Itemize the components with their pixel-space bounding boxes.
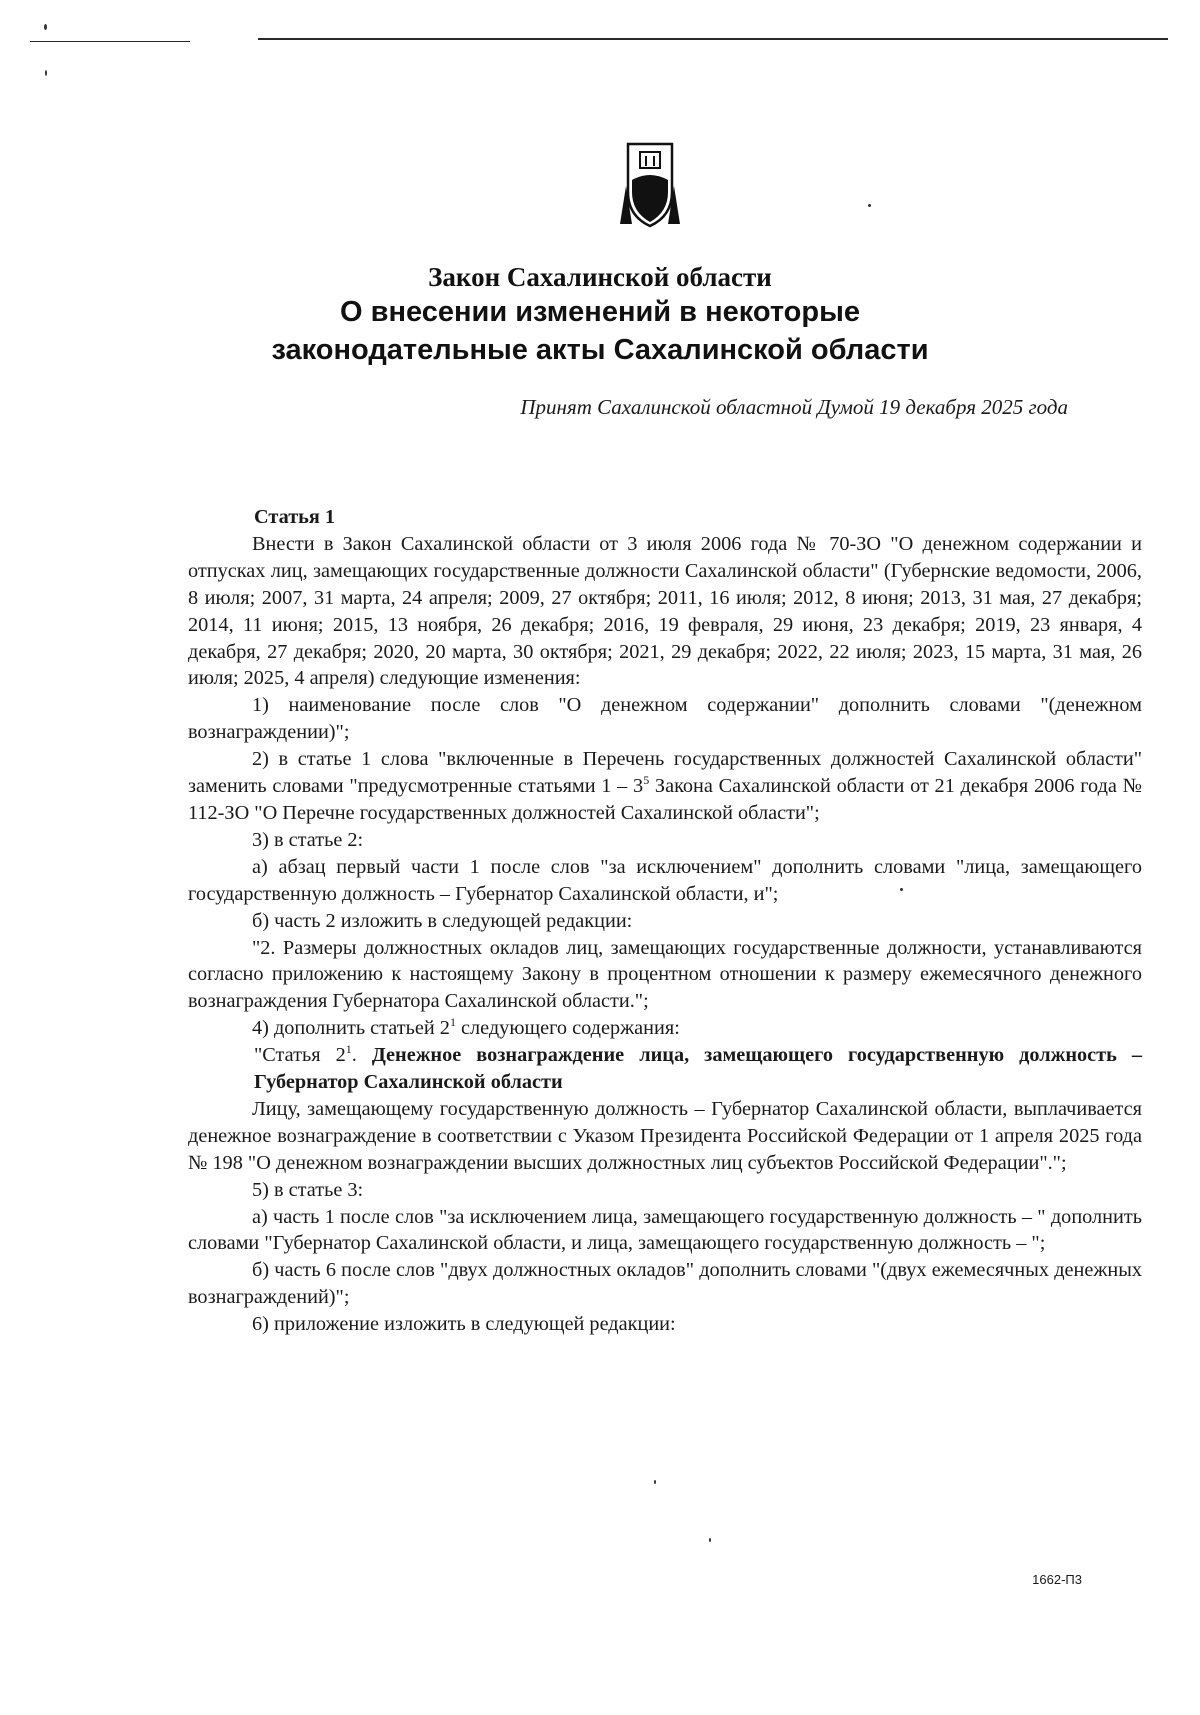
document-code: 1662-П3 [1032, 1572, 1082, 1587]
law-subtitle-line-1: О внесении изменений в некоторые [340, 296, 860, 328]
article-heading: Статья 1 [254, 506, 336, 528]
amendment-item: 5) в статье 3: [252, 1178, 364, 1201]
item-text: . [351, 1044, 372, 1067]
scan-artifact-line [258, 38, 1168, 40]
superscript: 5 [643, 773, 650, 788]
law-subtitle-line-2: законодательные акты Сахалинской области [271, 334, 929, 366]
amendment-item: 1) наименование после слов "О денежном содержании" дополнить словами "(денежном вознаграждении)"; [188, 694, 1142, 744]
scan-artifact-speck [45, 70, 47, 76]
item-text: следующего содержания: [455, 1017, 680, 1040]
amendment-subitem: а) абзац первый части 1 после слов "за исключением" дополнить словами "лица, замещающего государственную должность – Губернатор Сахалинской области, и"; [188, 855, 1142, 905]
scan-artifact-speck [868, 204, 871, 207]
law-title: Закон Сахалинской области [428, 262, 772, 292]
amendment-item [188, 746, 1142, 827]
sakhalin-coat-of-arms-icon [610, 140, 690, 230]
scan-artifact-speck [654, 1480, 656, 1484]
amendment-item: 6) приложение изложить в следующей редакции: [252, 1313, 676, 1336]
new-article-heading [188, 1042, 1142, 1096]
item-text: 4) дополнить статьей 2 [252, 1017, 450, 1040]
article-body [188, 504, 1142, 1338]
item-text: "Статья 2 [254, 1044, 346, 1067]
amendment-item [188, 1015, 1142, 1042]
adoption-note: Принят Сахалинской областной Думой 19 декабря 2025 года [520, 395, 1068, 419]
item-text: 2) в статье 1 слова "включенные в Перечень государственных должностей Сахалинской области" заменить словами "предусмотренные статьями 1 – 3 [188, 748, 1142, 798]
new-article-title: Денежное вознаграждение лица, замещающего государственную должность – Губернатор Сахалинской области [254, 1044, 1143, 1094]
amendment-subitem: б) часть 6 после слов "двух должностных окладов" дополнить словами "(двух ежемесячных денежных вознаграждений)"; [188, 1259, 1142, 1309]
superscript: 1 [449, 1015, 456, 1030]
amendment-subitem: б) часть 2 изложить в следующей редакции: [252, 909, 633, 932]
item-text: Закона Сахалинской области от 21 декабря 2006 года № 112-ЗО "О Перечне государственных должностей Сахалинской области"; [188, 775, 1142, 824]
amendment-item: 3) в статье 2: [252, 828, 364, 851]
superscript: 1 [345, 1042, 352, 1057]
quoted-text: Лицу, замещающему государственную должность – Губернатор Сахалинской области, выплачивается денежное вознаграждение в соответствии с Указом Президента Российской Федерации от 1 апреля 2025 года № 198 "О денежном вознаграждении высших должностных лиц субъектов Российской Федерации"."; [188, 1097, 1142, 1174]
scan-artifact-speck [44, 24, 47, 30]
amendment-subitem: а) часть 1 после слов "за исключением лица, замещающего государственную должность – " дополнить словами "Губернатор Сахалинской области, и лица, замещающего государственную должность – "; [188, 1205, 1142, 1255]
scan-artifact-line [30, 41, 190, 42]
scan-artifact-speck [709, 1538, 711, 1542]
article-intro: Внести в Закон Сахалинской области от 3 июля 2006 года № 70-ЗО "О денежном содержании и отпусках лиц, замещающих государственные должности Сахалинской области" (Губернские ведомости, 2006, 8 июля; 2007, 31 марта, 24 апреля; 2009, 27 октября; 2011, 16 июля; 2012, 8 июня; 2013, 31 мая, 27 декабря; 2014, 11 июня; 2015, 13 ноября, 26 декабря; 2016, 19 февраля, 29 июня, 23 декабря; 2019, 23 января, 4 декабря, 27 декабря; 2020, 20 марта, 30 октября; 2021, 29 декабря; 2022, 22 июля; 2023, 15 марта, 31 мая, 26 июля; 2025, 4 апреля) следующие изменения: [188, 532, 1142, 690]
quoted-text: "2. Размеры должностных окладов лиц, замещающих государственные должности, устанавливаются согласно приложению к настоящему Закону в процентном отношении к размеру ежемесячного денежного вознаграждения Губернатора Сахалинской области."; [188, 936, 1142, 1013]
